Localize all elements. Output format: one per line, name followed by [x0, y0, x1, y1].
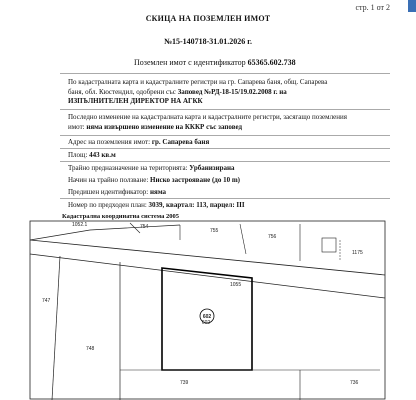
area-row	[68, 151, 116, 159]
parcel-label-754: 754	[140, 224, 149, 230]
parcel-label-1055: 1055	[230, 282, 242, 288]
area-label: Площ:	[68, 151, 90, 159]
approval-authority: ИЗПЪЛНИТЕЛЕН ДИРЕКТОР НА АГКК	[68, 97, 203, 105]
map-caption: Кадастрална координатна система 2005	[62, 213, 179, 220]
purpose-row	[68, 164, 235, 172]
separator	[60, 109, 390, 110]
boundary-line	[240, 224, 246, 254]
approval-line-2-text: баня, обл. Кюстендил, одобрени със	[68, 87, 176, 96]
area-value: 443 кв.м	[89, 151, 116, 159]
parcel-label-1175: 1175	[352, 250, 363, 256]
separator	[60, 161, 390, 162]
parcel-label-1052: 1052.1	[72, 222, 88, 228]
usage-value: Ниско застрояване (до 10 m)	[150, 176, 241, 184]
approval-line-1: По кадастралната карта и кадастралните регистри на гр. Сапарева баня, общ. Сапарева	[68, 78, 328, 86]
parcel-label-736: 736	[350, 380, 359, 386]
last-change-prefix: имот:	[68, 122, 87, 131]
map-svg	[0, 220, 416, 400]
street-edge-south	[30, 254, 385, 298]
identifier-label: Поземлен имот с идентификатор	[134, 58, 246, 67]
page-number: стр. 1 от 2	[355, 3, 390, 12]
separator	[60, 148, 390, 149]
parcel-label-755: 755	[210, 228, 219, 234]
boundary-line	[30, 225, 180, 240]
plan-no-value: 3039, квартал: 113, парцел: III	[148, 201, 245, 209]
document-number: №15-140718-31.01.2026 г.	[163, 37, 253, 46]
address-value: гр. Сапарева баня	[151, 138, 210, 146]
identifier-value: 65365.602.738	[247, 58, 296, 67]
usage-row	[68, 176, 240, 184]
separator	[60, 135, 390, 136]
approval-order: Заповед №РД-18-15/19.02.2008 г. на	[177, 87, 287, 96]
cadastre-approval	[68, 78, 408, 107]
plan-no-row	[68, 201, 245, 209]
document-title: СКИЦА НА ПОЗЕМЛЕН ИМОТ	[145, 14, 271, 23]
parcel-label-602: 602	[201, 320, 211, 326]
building-outline	[322, 238, 336, 252]
last-change	[68, 113, 408, 132]
prev-id-row	[68, 188, 166, 196]
parcel-label-739: 739	[180, 380, 189, 386]
street-edge-north	[30, 240, 385, 275]
purpose-value: Урбанизирана	[189, 164, 235, 172]
plan-no-label: Номер по предходен план:	[68, 201, 149, 209]
cadastral-map	[0, 220, 416, 400]
logo-mark	[408, 0, 416, 12]
prev-id-label: Предишен идентификатор:	[68, 188, 151, 196]
separator	[60, 73, 390, 74]
parcel-badge-label: 602	[202, 314, 212, 320]
approval-line-3	[68, 97, 408, 107]
parcel-label-747: 747	[42, 298, 51, 304]
address-row	[68, 138, 209, 146]
property-identifier	[134, 58, 296, 67]
purpose-label: Трайно предназначение на територията:	[68, 164, 190, 172]
last-change-line-1: Последно изменение на кадастралната карта и кадастралните регистри, засягащо поземления	[68, 113, 347, 121]
last-change-line-2	[68, 123, 408, 133]
approval-line-2	[68, 88, 408, 98]
prev-id-value: няма	[150, 188, 167, 196]
address-label: Адрес на поземления имот:	[68, 138, 152, 146]
parcel-label-756: 756	[268, 234, 277, 240]
separator	[60, 198, 390, 199]
last-change-value: няма извършено изменение на КККР със заповед	[86, 122, 243, 131]
usage-label: Начин на трайно ползване:	[68, 176, 151, 184]
parcel-label-748: 748	[86, 346, 95, 352]
boundary-line	[52, 256, 60, 400]
